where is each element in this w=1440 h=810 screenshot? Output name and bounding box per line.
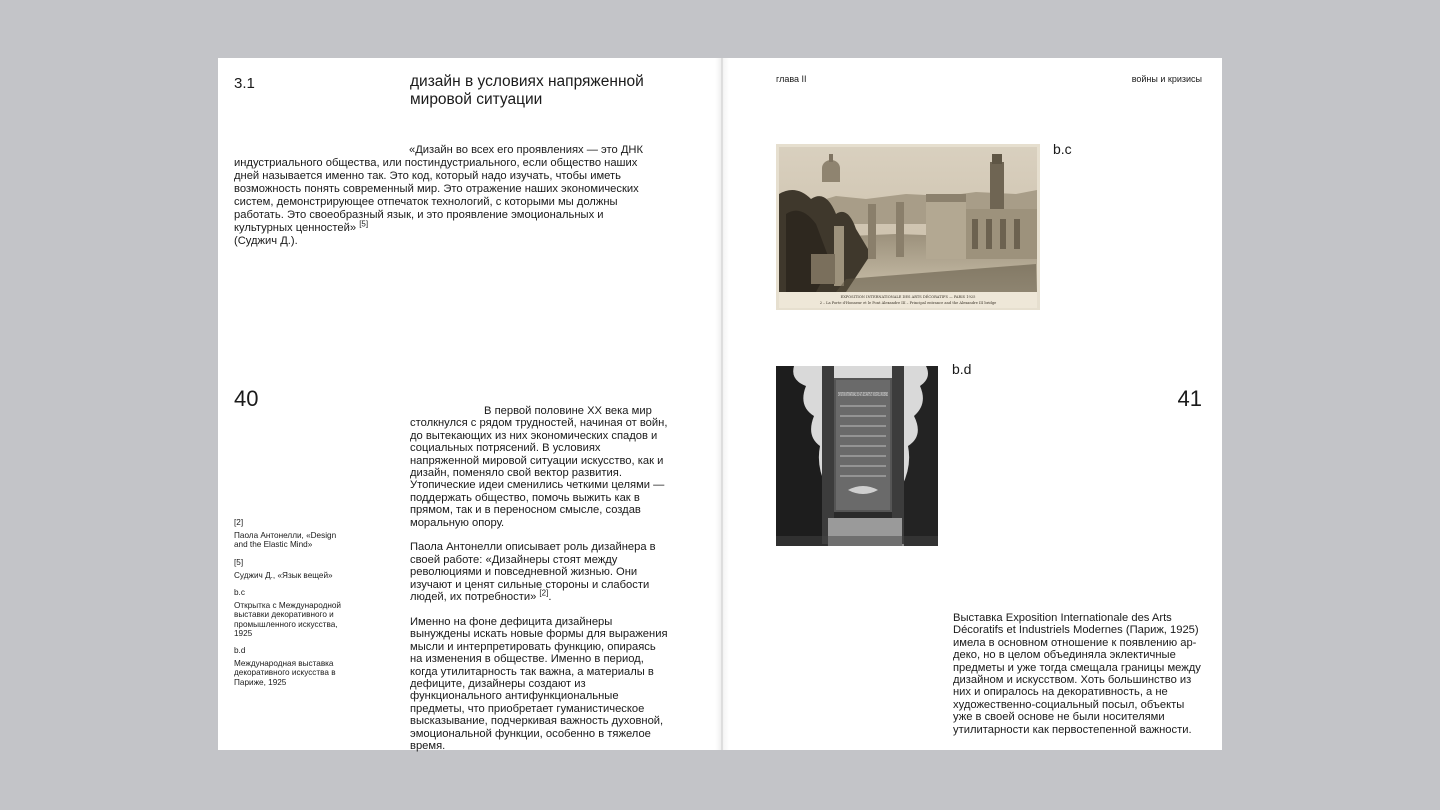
running-head-chapter: глава II xyxy=(776,74,807,84)
quote-ref: [5] xyxy=(359,219,369,229)
left-page xyxy=(218,58,720,750)
body-ref-2: [2] xyxy=(539,588,549,598)
right-page xyxy=(720,58,1222,750)
figure-label-bd: b.d xyxy=(952,361,972,377)
side-notes xyxy=(234,518,344,695)
body-paragraph-1: В первой половине XX века мир столкнулся с рядом трудностей, начиная от войн, до вытекающих из них экономических спадов и социальных потрясений. В условиях напряженной мировой ситуации искусство, как и дизайн, поменяло свой вектор развития. Утопические идеи сменились четкими целями — поддержать общество, помочь выжить как в прямом, так и в переносном смысле, создав моральную опору. xyxy=(410,405,668,529)
page-gutter xyxy=(715,58,729,750)
note-ref: b.d xyxy=(234,646,246,656)
exhibition-gate-photo xyxy=(776,366,938,546)
body-paragraph-3: Именно на фоне дефицита дизайнеры вынуждены искать новые формы для выражения мысли и интерпретировать функцию, опираясь на изменения в обществе. Именно в период, когда утилитарность так важна, а материалы в дефиците, дизайнеры создают из функционального антифункциональные предметы, что приобретает гуманистическое высказывание, подчеркивая важность духовной, эмоциональной функции, особенно в тяжелое время. xyxy=(410,615,668,752)
section-number: 3.1 xyxy=(234,75,255,92)
note-item xyxy=(234,558,344,580)
note-text: Паола Антонелли, «Design and the Elastic Mind» xyxy=(234,531,337,550)
body-paragraph-2-end: . xyxy=(548,591,552,604)
postcard-photo xyxy=(776,144,1040,310)
note-ref: b.c xyxy=(234,588,245,598)
body-text xyxy=(410,405,668,765)
note-ref: [2] xyxy=(234,518,244,527)
quote-attribution: (Суджич Д.). xyxy=(234,235,298,247)
running-head-title: войны и кризисы xyxy=(1131,74,1202,84)
postcard-caption: 2 – La Porte d'Honneur et le Pont Alexandre III – Principal entrance and the Alexandre III bridge xyxy=(819,301,997,305)
body-paragraph-2-text: Паола Антонелли описывает роль дизайнера в своей работе: «Дизайнеры стоят между революциями и повседневной жизнью. Они изучают и ценят сильные стороны и слабости людей, их потребности» xyxy=(410,541,656,604)
body-paragraph-2 xyxy=(410,541,668,603)
note-text: Открытка с Международной выставки декоративного и промышленного искусства, 1925 xyxy=(234,601,341,638)
book-spread xyxy=(218,58,1222,750)
exhibition-caption: Выставка Exposition Internationale des Arts Décoratifs et Industriels Modernes (Париж, 1925) имела в основном отношение к появлению ар-деко, но в целом объединяла эклектичные предметы и уже тогда смещала границы между дизайном и искусством. Хоть большинство из них и опиралось на декоративность, а не художественно-социальный посыл, объекты уже в своей основе не были носителями утилитарности как первостепенной важности. xyxy=(953,612,1201,736)
note-text: Суджич Д., «Язык вещей» xyxy=(234,570,333,580)
page-number-left: 40 xyxy=(234,386,259,411)
note-ref: [5] xyxy=(234,557,244,567)
note-item xyxy=(234,646,344,687)
page-number-right: 41 xyxy=(1177,386,1202,411)
note-text: Международная выставка декоративного искусства в Париже, 1925 xyxy=(234,659,336,687)
section-title: дизайн в условиях напряженной мировой ситуации xyxy=(410,73,644,108)
epigraph-quote xyxy=(234,144,664,248)
note-item xyxy=(234,588,344,638)
quote-text: «Дизайн во всех его проявлениях — это ДНК индустриального общества, или постиндустриального, если общество наших дней называется именно так. Это код, который надо изучать, чтобы иметь возможность понять современный мир. Это отражение наших экономических систем, демонстрирующее отпечаток технологий, с которыми мы должны работать. Это своеобразный язык, и это проявление эмоциональных и культурных ценностей» xyxy=(234,144,644,234)
gate-inscription: EXPOSITION INTERNATIONALE DES ARTS DECORATIFS ET INDUSTRIELS MODERNES xyxy=(838,392,888,398)
note-item xyxy=(234,518,344,550)
figure-label-bc: b.c xyxy=(1053,141,1072,157)
postcard-header: EXPOSITION INTERNATIONALE DES ARTS DÉCORATIFS — PARIS 1925 xyxy=(840,295,976,299)
